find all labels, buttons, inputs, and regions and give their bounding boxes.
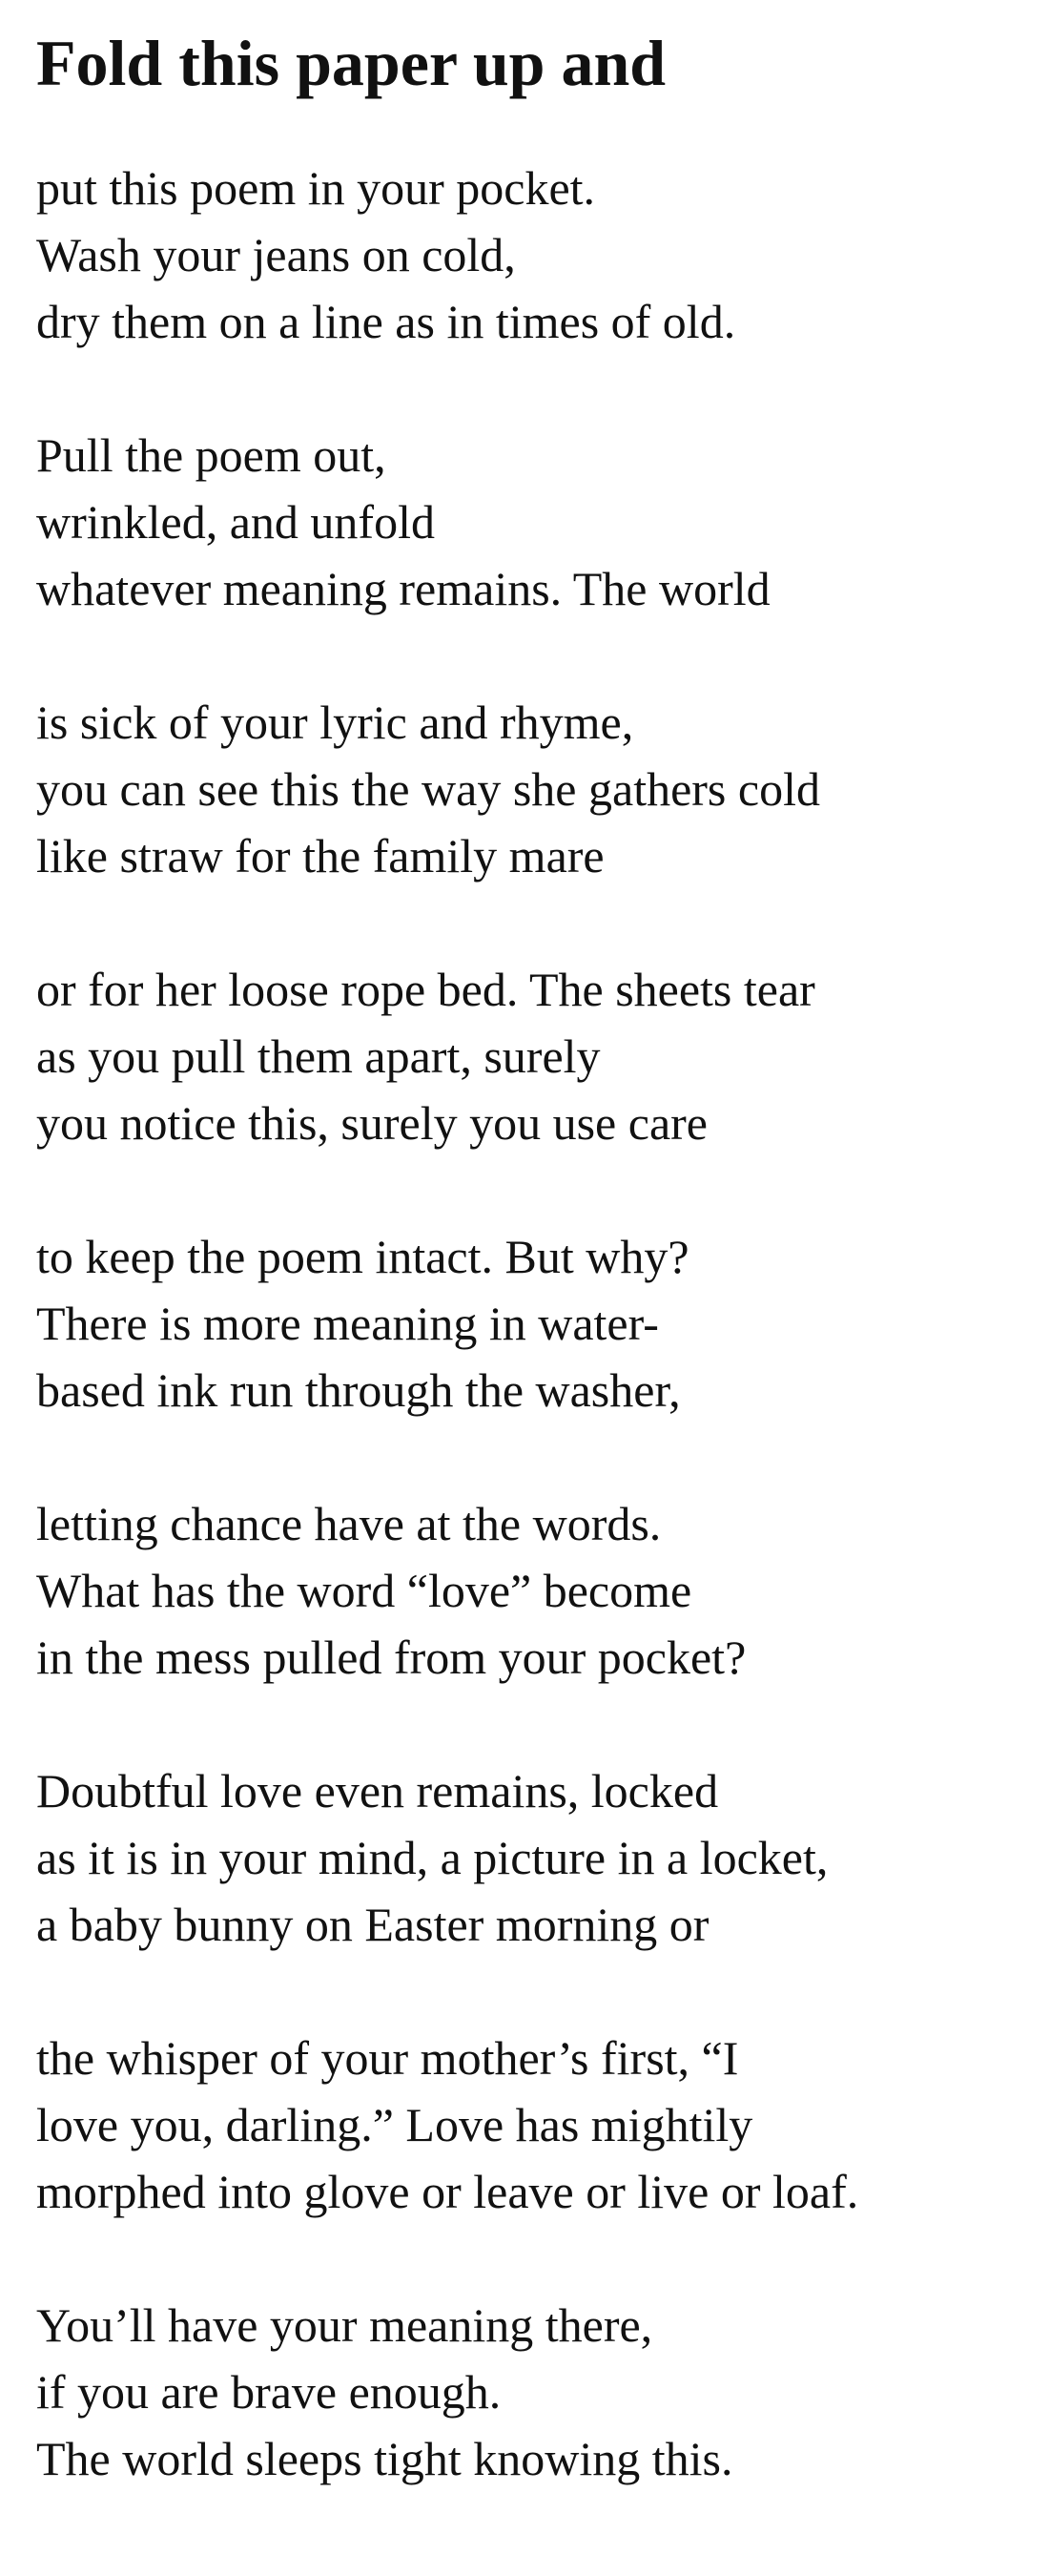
poem-line: Doubtful love even remains, locked <box>36 1764 719 1818</box>
poem-line: Wash your jeans on cold, <box>36 228 516 281</box>
poem-line: The world sleeps tight knowing this. <box>36 2432 733 2485</box>
poem-line: There is more meaning in water- <box>36 1297 659 1350</box>
stanza-9 <box>36 2292 1030 2492</box>
poem-line: letting chance have at the words. <box>36 1497 662 1550</box>
poem-line: like straw for the family mare <box>36 829 605 883</box>
poem-line: love you, darling.” Love has mightily <box>36 2098 753 2151</box>
stanza-7 <box>36 1757 1030 1958</box>
poem-line: as you pull them apart, surely <box>36 1029 601 1083</box>
poem-line: you can see this the way she gathers cold <box>36 762 820 816</box>
poem-line: based ink run through the washer, <box>36 1363 681 1417</box>
poem-line: as it is in your mind, a picture in a locket, <box>36 1831 829 1884</box>
stanza-3 <box>36 689 1030 889</box>
stanza-5 <box>36 1223 1030 1423</box>
stanza-8 <box>36 2025 1030 2225</box>
poem-line: in the mess pulled from your pocket? <box>36 1631 747 1684</box>
poem-line: you notice this, surely you use care <box>36 1096 708 1150</box>
poem-page <box>36 25 1030 2492</box>
poem-line: You’ll have your meaning there, <box>36 2298 653 2352</box>
stanza-4 <box>36 956 1030 1156</box>
poem-line: Pull the poem out, <box>36 428 386 482</box>
poem-line: dry them on a line as in times of old. <box>36 295 736 348</box>
stanza-6 <box>36 1490 1030 1691</box>
poem-line: the whisper of your mother’s first, “I <box>36 2031 739 2085</box>
poem-line: to keep the poem intact. But why? <box>36 1230 689 1283</box>
poem-line: morphed into glove or leave or live or loaf. <box>36 2165 859 2218</box>
poem-line: What has the word “love” become <box>36 1564 692 1617</box>
poem-line: if you are brave enough. <box>36 2365 502 2419</box>
poem-line: is sick of your lyric and rhyme, <box>36 696 634 749</box>
poem-line: whatever meaning remains. The world <box>36 562 771 615</box>
stanza-2 <box>36 422 1030 622</box>
poem-line: or for her loose rope bed. The sheets tear <box>36 963 815 1016</box>
stanza-1 <box>36 155 1030 355</box>
poem-line: put this poem in your pocket. <box>36 161 596 215</box>
poem-title: Fold this paper up and <box>36 27 667 99</box>
poem-line: a baby bunny on Easter morning or <box>36 1898 710 1951</box>
poem-line: wrinkled, and unfold <box>36 495 435 549</box>
